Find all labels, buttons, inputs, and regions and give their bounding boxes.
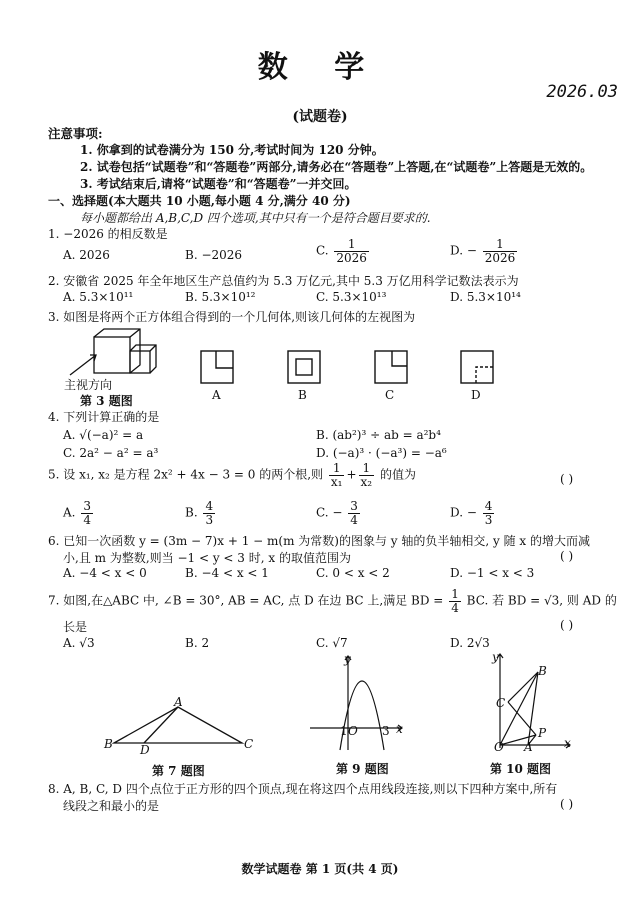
fig9-axis-y: y	[344, 652, 351, 666]
q5-stem-post: 的值为	[379, 467, 416, 482]
q6-option-d: D. −1 < x < 3	[450, 566, 535, 580]
fig9-label: 第 9 题图	[336, 762, 389, 776]
notice-item-3: 3. 考试结束后,请将“试题卷”和“答题卷”一并交回。	[80, 177, 357, 191]
q1-d-num: 1	[483, 238, 518, 252]
q5-d-den: 3	[484, 512, 493, 527]
q7-option-d: D. 2√3	[450, 636, 490, 650]
q3-option-b-view	[287, 350, 321, 384]
q1-option-b: B. −2026	[185, 248, 243, 262]
q2-stem: 2. 安徽省 2025 年全年地区生产总值约为 5.3 万亿元,其中 5.3 万亿用科学记数法表示为	[48, 274, 519, 288]
q3-option-b: B	[298, 388, 307, 402]
q1-option-a: A. 2026	[63, 248, 110, 262]
notice-heading: 注意事项:	[48, 126, 103, 141]
q8-answer-paren: ( )	[560, 797, 574, 811]
q3-option-c: C	[385, 388, 395, 402]
exam-date: 2026.03	[546, 82, 618, 102]
q6-option-a: A. −4 < x < 0	[63, 566, 147, 580]
q3-fig-label: 第 3 题图	[80, 394, 133, 408]
q5-t2-num: 1	[359, 462, 375, 476]
q5-b-den: 3	[205, 512, 214, 527]
fig9-axis-x: x	[396, 722, 403, 736]
q5-d-num: 4	[484, 499, 493, 513]
fig10-axis-x: x	[564, 736, 571, 750]
q5-t1-num: 1	[329, 462, 345, 476]
q7-bd-den: 4	[451, 600, 459, 615]
q5-option-d	[450, 500, 496, 526]
page-title: 数 学	[257, 50, 383, 85]
q3-front-label: 主视方向	[64, 378, 113, 392]
section-heading: 一、选择题(本大题共 10 小题,每小题 4 分,满分 40 分)	[48, 194, 351, 208]
section-intro: 每小题都给出 A,B,C,D 四个选项,其中只有一个是符合题目要求的.	[80, 211, 431, 225]
q5-plus: +	[346, 467, 357, 482]
q5-c-prefix: C. −	[316, 505, 343, 520]
q7-line-1-pre: 7. 如图,在△ABC 中, ∠B = 30°, AB = AC, 点 D 在边 BC 上,满足 BD =	[48, 593, 444, 608]
q1-c-prefix: C.	[316, 243, 329, 258]
q7-option-b: B. 2	[185, 636, 210, 650]
q5-a-den: 4	[83, 512, 91, 527]
q3-option-d-view	[460, 350, 494, 384]
q5-c-num: 3	[350, 499, 358, 513]
q3-option-a: A	[212, 388, 221, 402]
fig9-tick-3: 3	[382, 724, 390, 738]
q1-d-prefix: D. −	[450, 243, 477, 258]
q5-b-num: 4	[205, 499, 214, 513]
q5-answer-paren: ( )	[560, 472, 574, 486]
notice-item-2: 2. 试卷包括“试题卷”和“答题卷”两部分,请务必在“答题卷”上答题,在“试题卷”上答题是无效的。	[80, 160, 593, 174]
fig9-origin: O	[348, 724, 358, 738]
fig9-graph	[310, 652, 410, 752]
q6-option-b: B. −4 < x < 1	[185, 566, 269, 580]
q2-option-d: D. 5.3×10¹⁴	[450, 290, 521, 304]
q5-t1-den: x₁	[330, 474, 343, 489]
q7-answer-paren: ( )	[560, 618, 574, 632]
q5-b-prefix: B.	[185, 505, 198, 520]
q3-option-a-view	[200, 350, 234, 384]
fig10-axis-y: y	[492, 650, 499, 664]
fig7-label: 第 7 题图	[152, 764, 205, 778]
q4-option-b: B. (ab²)³ ÷ ab = a²b⁴	[316, 428, 441, 442]
q5-stem	[48, 462, 416, 488]
fig9-tick-1: 1	[340, 724, 348, 738]
fig7-point-c: C	[244, 737, 254, 751]
q8-line-1: 8. A, B, C, D 四个点位于正方形的四个顶点,现在将这四个点用线段连接,则以下四种方案中,所有	[48, 782, 558, 796]
q5-a-num: 3	[83, 499, 91, 513]
q7-line-2: 长是	[63, 620, 88, 634]
fig10-point-a: A	[524, 740, 533, 754]
q4-option-a: A. √(−a)² = a	[63, 428, 144, 442]
q1-d-den: 2026	[484, 250, 516, 265]
q7-line-1-post: BC. 若 BD = √3, 则 AD 的	[466, 593, 617, 608]
notice-item-1: 1. 你拿到的试卷满分为 150 分,考试时间为 120 分钟。	[80, 143, 384, 157]
q3-stem: 3. 如图是将两个正方体组合得到的一个几何体,则该几何体的左视图为	[48, 310, 416, 324]
q8-line-2: 线段之和最小的是	[63, 799, 160, 813]
q1-stem: 1. −2026 的相反数是	[48, 227, 168, 241]
fig10-point-c: C	[496, 696, 506, 710]
fig10-point-b: B	[538, 664, 547, 678]
q4-option-d: D. (−a)³ · (−a³) = −a⁶	[316, 446, 447, 460]
q2-option-c: C. 5.3×10¹³	[316, 290, 387, 304]
q5-stem-pre: 5. 设 x₁, x₂ 是方程 2x² + 4x − 3 = 0 的两个根,则	[48, 467, 324, 482]
q5-t2-den: x₂	[360, 474, 373, 489]
fig7-point-b: B	[104, 737, 113, 751]
fig10-point-p: P	[538, 726, 547, 740]
q6-line-2: 小,且 m 为整数,则当 −1 < y < 3 时, x 的取值范围为	[63, 551, 351, 565]
q2-option-b: B. 5.3×10¹²	[185, 290, 256, 304]
q7-option-c: C. √7	[316, 636, 348, 650]
fig10-origin: O	[494, 740, 504, 754]
q1-option-c	[316, 238, 371, 264]
q5-option-a	[63, 500, 95, 526]
q7-option-a: A. √3	[63, 636, 95, 650]
q4-option-c: C. 2a² − a² = a³	[63, 446, 159, 460]
page-subtitle: (试题卷)	[292, 109, 348, 125]
q5-d-prefix: D. −	[450, 505, 477, 520]
q6-line-1: 6. 已知一次函数 y = (3m − 7)x + 1 − m(m 为常数)的图象与 y 轴的负半轴相交, y 随 x 的增大而减	[48, 534, 590, 548]
q5-a-prefix: A.	[63, 505, 76, 520]
q6-answer-paren: ( )	[560, 549, 574, 563]
q1-option-d	[450, 238, 519, 264]
q4-stem: 4. 下列计算正确的是	[48, 410, 160, 424]
q1-c-num: 1	[334, 238, 369, 252]
q7-line-1	[48, 588, 617, 614]
q1-c-den: 2026	[336, 250, 367, 265]
page-footer: 数学试题卷 第 1 页(共 4 页)	[241, 862, 399, 876]
q5-option-b	[185, 500, 217, 526]
q5-option-c	[316, 500, 362, 526]
fig7-point-d: D	[140, 743, 150, 757]
q6-option-c: C. 0 < x < 2	[316, 566, 390, 580]
q3-option-c-view	[374, 350, 408, 384]
fig7-point-a: A	[174, 695, 183, 709]
q2-option-a: A. 5.3×10¹¹	[63, 290, 134, 304]
q7-bd-num: 1	[451, 587, 459, 601]
fig10-label: 第 10 题图	[490, 762, 552, 776]
q5-c-den: 4	[350, 512, 358, 527]
q3-option-d: D	[471, 388, 481, 402]
